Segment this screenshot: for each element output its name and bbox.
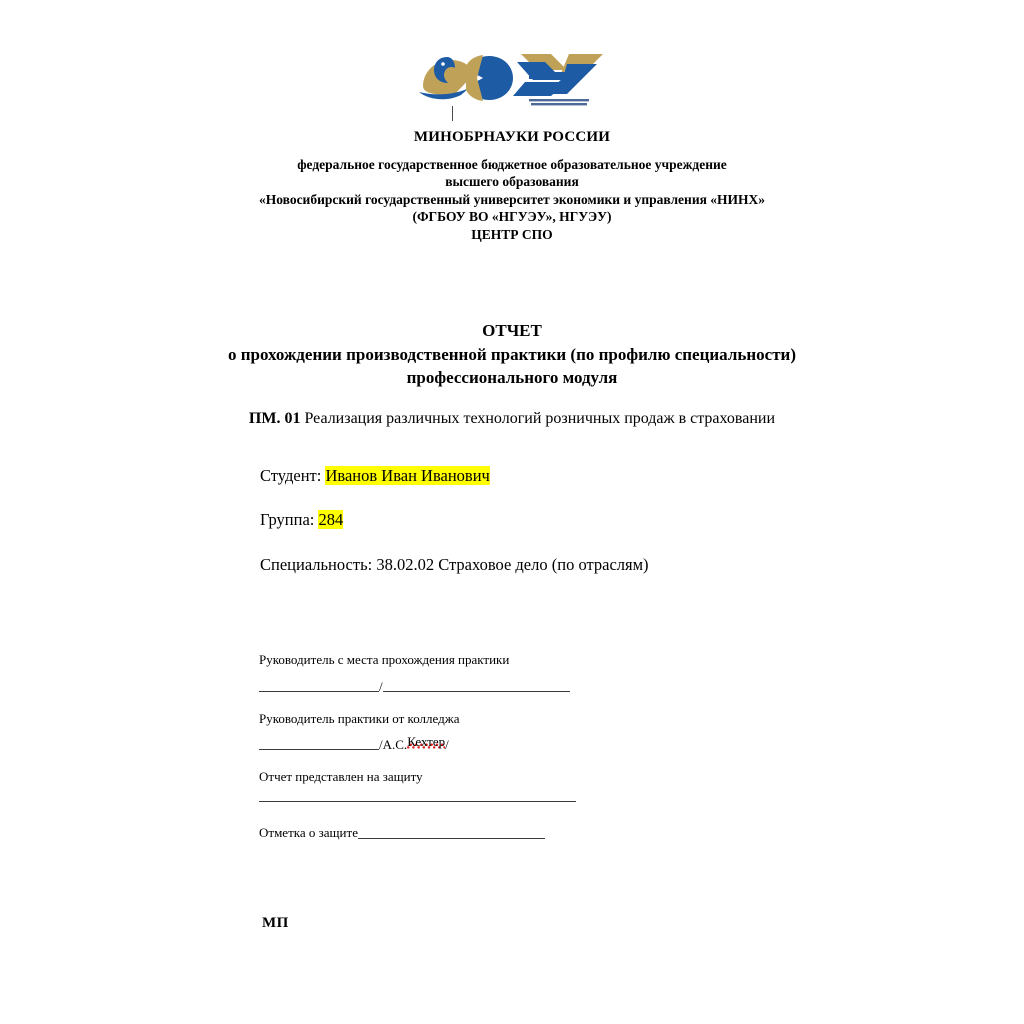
student-row <box>260 465 649 487</box>
specialty-row <box>260 554 649 576</box>
specialty-label: Специальность: <box>260 554 373 574</box>
supervisor-site-signature-line[interactable] <box>259 680 379 692</box>
supervisor-college-label: Руководитель практики от колледжа <box>259 710 460 726</box>
module-line <box>0 409 1024 430</box>
defense-mark-line[interactable] <box>358 827 545 839</box>
page-title: ОТЧЕТ <box>482 321 542 340</box>
supervisor-college-signature-line[interactable] <box>259 738 379 750</box>
defense-mark-group <box>259 820 679 839</box>
stamp-place-mark: МП <box>262 915 289 931</box>
org-line-2: высшего образования <box>445 174 579 190</box>
text-cursor-caret <box>452 106 453 121</box>
student-name-value[interactable]: Иванов Иван Иванович <box>325 466 490 485</box>
group-label: Группа: <box>260 510 315 530</box>
report-submitted-line[interactable] <box>259 789 576 802</box>
organization-name <box>0 156 1024 244</box>
supervisor-site-signature-row <box>259 673 679 692</box>
supervisor-site-group <box>259 651 679 692</box>
module-code: ПМ. 01 <box>248 410 301 427</box>
subtitle-line-1: о прохождении производственной практики (по профилю специальности) <box>227 345 797 365</box>
ministry-name: МИНОБРНАУКИ РОССИИ <box>413 129 611 145</box>
defense-mark-label: Отметка о защите <box>259 825 358 841</box>
supervisor-site-separator: / <box>379 678 383 694</box>
report-submitted-label: Отчет представлен на защиту <box>259 769 423 785</box>
report-submitted-group <box>259 768 679 802</box>
group-value[interactable]: 284 <box>318 510 344 530</box>
student-label: Студент: <box>260 466 322 485</box>
group-row <box>260 509 649 531</box>
org-line-5: ЦЕНТР СПО <box>471 226 553 242</box>
specialty-value: 38.02.02 Страховое дело (по отраслям) <box>376 554 649 574</box>
supervisor-site-name-line[interactable] <box>383 680 570 692</box>
supervisor-college-signature-row <box>259 732 679 751</box>
supervisor-college-surname[interactable]: Кехтер <box>407 734 446 750</box>
supervisor-college-closing-slash: / <box>445 737 449 753</box>
org-line-3: «Новосибирский государственный университет экономики и управления «НИНХ» <box>258 191 766 207</box>
logo-container <box>0 48 1024 110</box>
document-subtitle <box>0 344 1024 390</box>
nsuem-logo-icon <box>417 48 607 110</box>
student-info-block <box>260 465 649 576</box>
signature-block <box>259 651 679 857</box>
document-title-block <box>0 320 1024 390</box>
module-name: Реализация различных технологий розничных продаж в страховании <box>304 410 776 427</box>
supervisor-site-label: Руководитель с места прохождения практики <box>259 652 510 667</box>
institution-header <box>0 128 1024 243</box>
supervisor-college-group <box>259 710 679 751</box>
supervisor-college-initials: А.С. <box>382 737 408 753</box>
org-line-1: федеральное государственное бюджетное образовательное учреждение <box>297 156 727 172</box>
org-line-4: (ФГБОУ ВО «НГУЭУ», НГУЭУ) <box>412 209 612 225</box>
supervisor-college-separator: / <box>379 737 383 753</box>
subtitle-line-2: профессионального модуля <box>406 368 618 388</box>
